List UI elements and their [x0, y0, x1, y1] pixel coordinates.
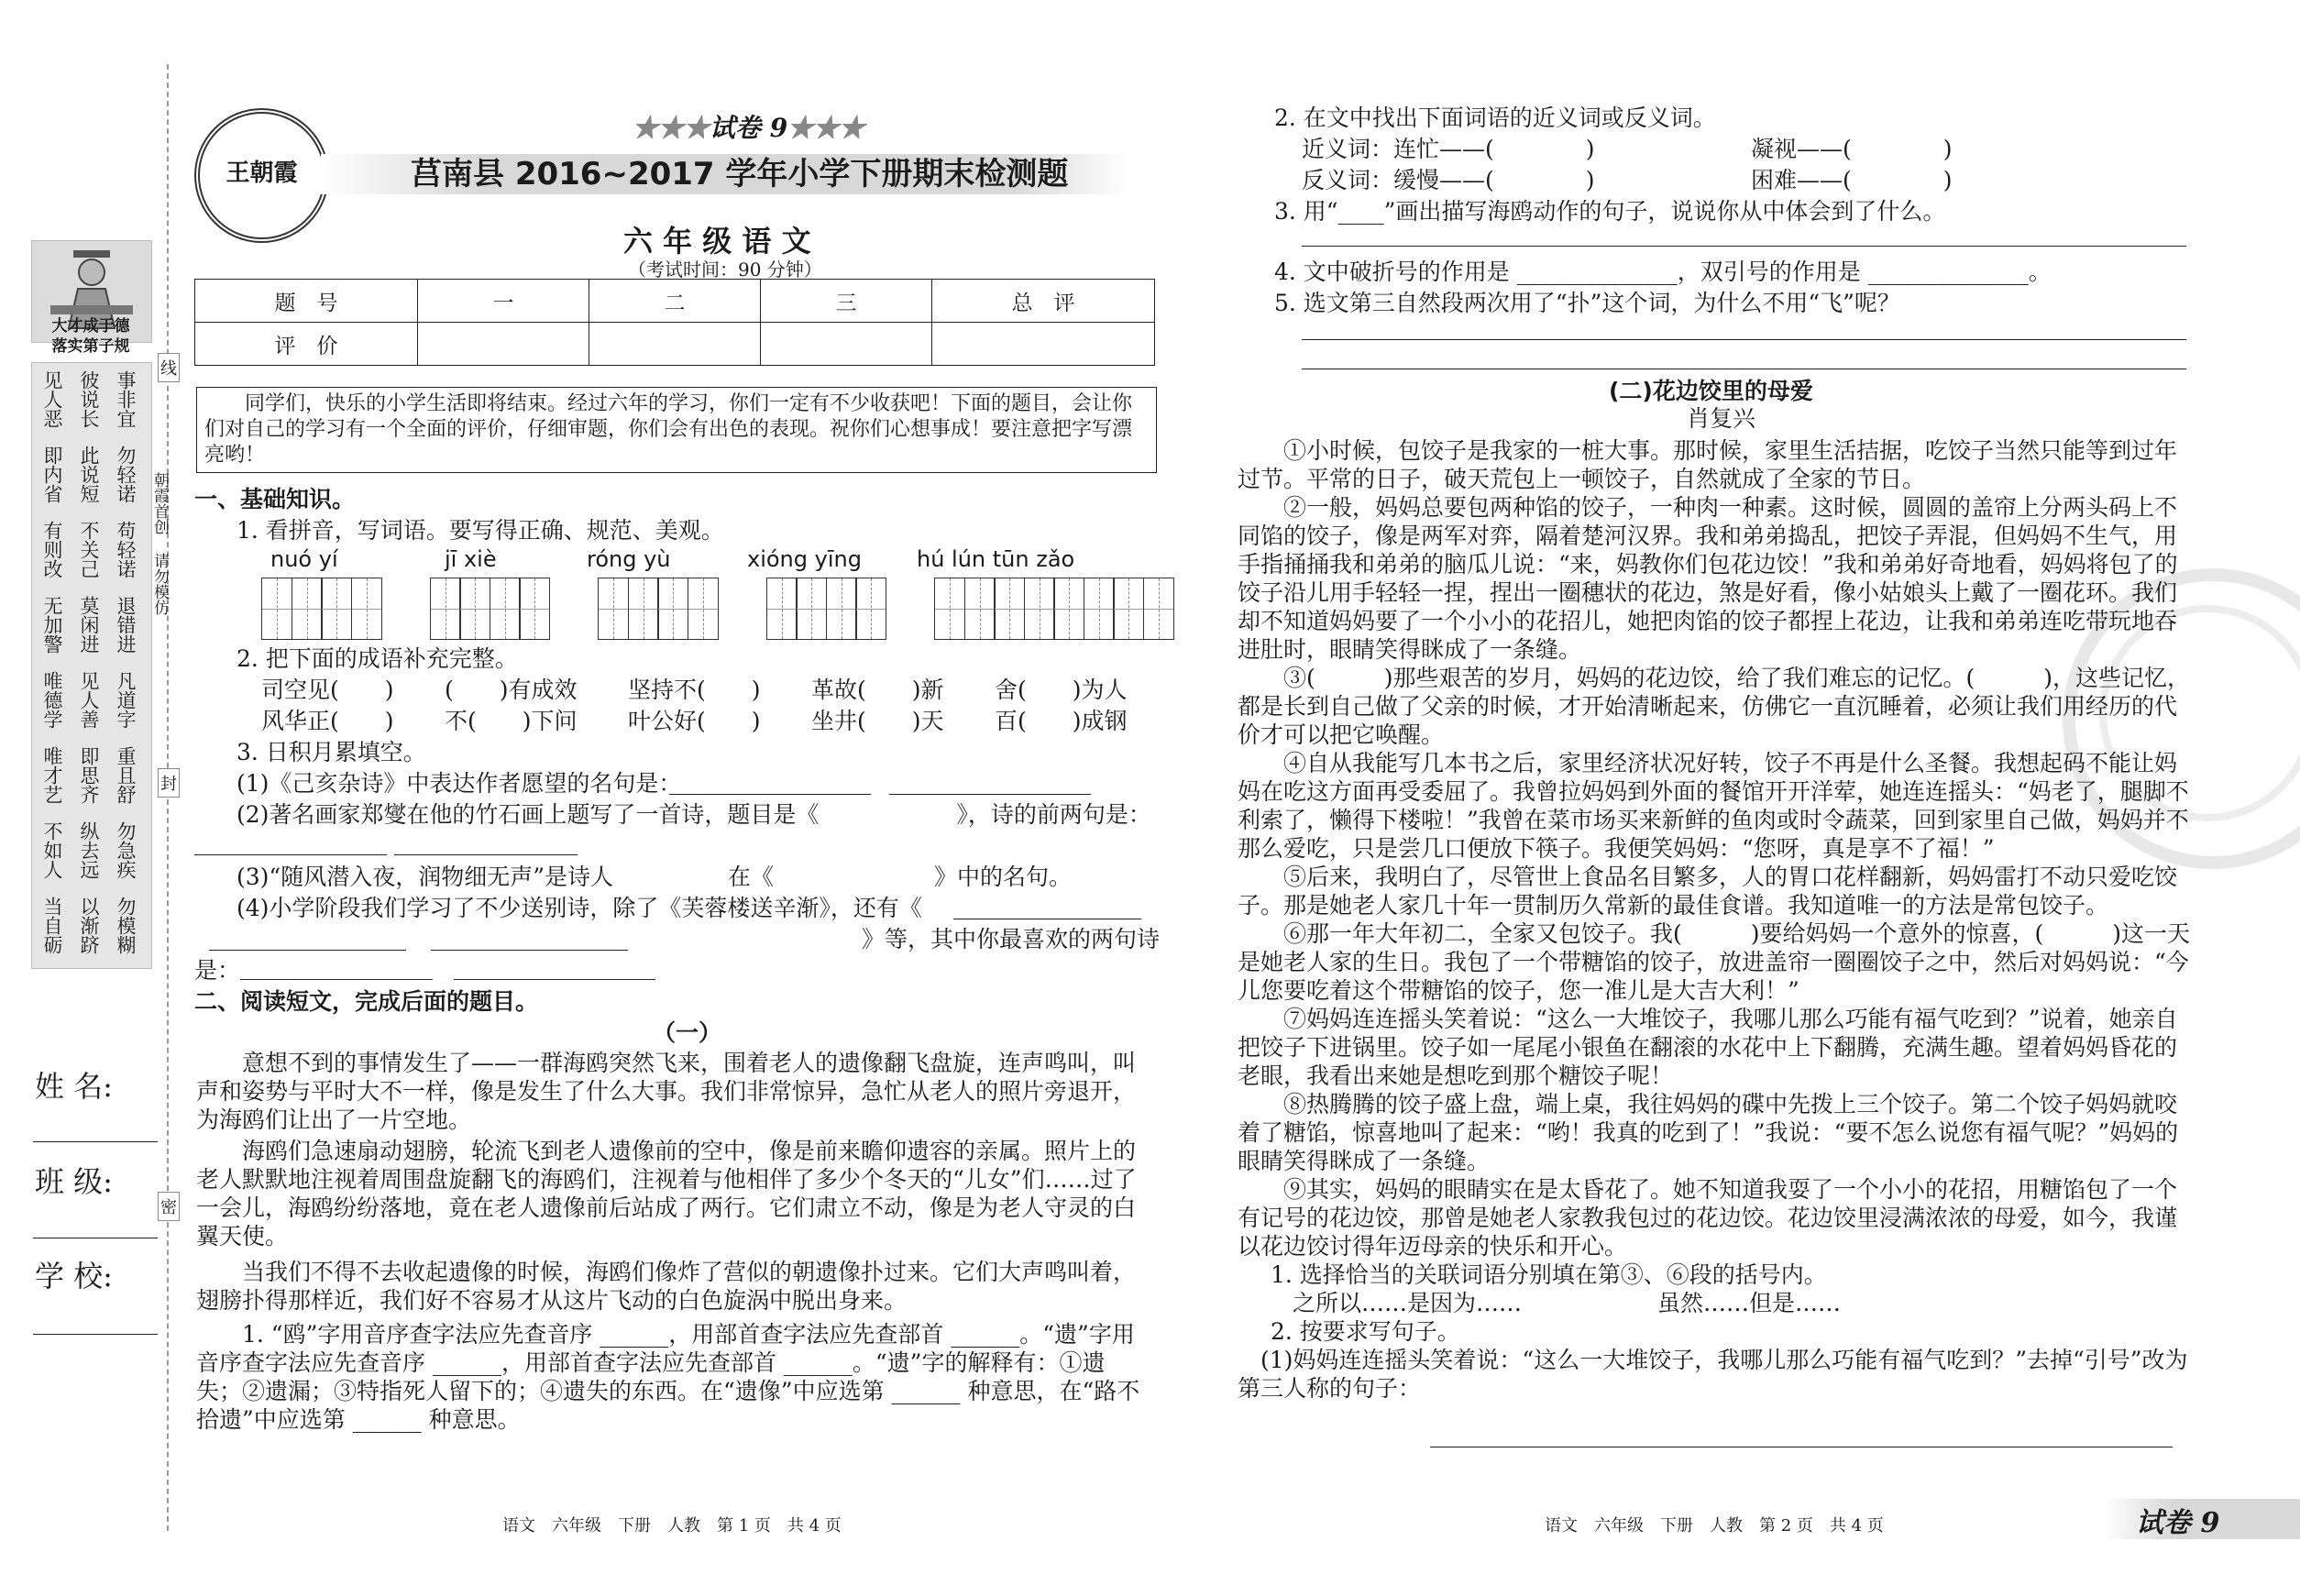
- q3-2-blank-a[interactable]: [194, 854, 387, 855]
- rule-text: 即思齐: [78, 746, 100, 804]
- q3-1: (1)《己亥杂诗》中表达作者愿望的名句是：: [237, 770, 682, 797]
- q3-4-blank-d[interactable]: [240, 979, 433, 980]
- rule-text: 即内省: [41, 446, 63, 503]
- reading1-title: （一）: [653, 1019, 722, 1046]
- r-q3: 3. 用“____”画出描写海鸥动作的句子，说说你从中体会到了什么。: [1274, 198, 1946, 225]
- rule-text: 勿轻诺: [115, 446, 137, 503]
- cut-mark-1: 线: [158, 353, 180, 382]
- pinyin-5: hú lún tūn zǎo: [917, 546, 1075, 572]
- idiom-7[interactable]: 不( )下问: [445, 708, 578, 734]
- q3-text: 3. 日积月累填空。: [237, 739, 426, 765]
- idiom-6[interactable]: 风华正( ): [261, 708, 394, 734]
- rule-text: 苟轻诺: [115, 521, 137, 578]
- rule-text: 唯德学: [41, 671, 63, 729]
- rule-text: 事非宜: [115, 370, 137, 428]
- intro-box: [196, 387, 1157, 473]
- q3-1-blank-b[interactable]: [889, 794, 1091, 795]
- reading1-para3: 当我们不得不去收起遗像的时候，海鸥们像炸了营似的朝遗像扑过来。它们大声鸣叫着，翅膀扑得那样近，我们好不容易才从这片飞动的白色旋涡中脱出身来。: [196, 1259, 1137, 1314]
- r2-para-2: ②一般，妈妈总要包两种馅的饺子，一种肉一种素。这时候，圆圆的盖帘上分两头码上不同馅的饺子，像是两军对弈，隔着楚河汉界。我和弟弟捣乱，把饺子弄混，但妈妈不生气，用手指捅捅我和弟弟的脑瓜儿说：“来，妈教你们包花边饺！”我和弟弟好奇地看，妈妈将包了的饺子沿儿用手轻轻一捏，捏出一圈穗状的花边，煞是好看，像小姑娘头上戴了一圈花环。我们却不知道妈妈要了一个小小的花招儿，她把肉馅的饺子都捏上花边，让我和弟弟连吃带玩地吞进肚时，眼睛笑得眯成了一条缝。: [1238, 494, 2178, 663]
- rule-text: 勿急疾: [115, 821, 137, 879]
- grid-word-1[interactable]: [261, 578, 382, 640]
- idiom-2[interactable]: ( )有成效: [445, 677, 578, 703]
- idiom-10[interactable]: 百( )成钢: [995, 708, 1128, 734]
- rule-text: 不如人: [41, 821, 63, 879]
- score-table: [194, 279, 1155, 366]
- page-title: 莒南县 2016~2017 学年小学下册期末检测题: [411, 156, 1069, 193]
- reading2-title: (二)花边饺里的母爱: [1609, 378, 1813, 404]
- motto-line-2: 落实第子规: [51, 337, 130, 356]
- r2-q1: 1. 选择恰当的关联词语分别填在第③、⑥段的括号内。: [1271, 1261, 1827, 1288]
- footer-right: 语文 六年级 下册 人教 第 2 页 共 4 页: [1545, 1516, 1884, 1535]
- grid-word-5[interactable]: [934, 578, 1174, 640]
- subject-title: 六 年 级 语 文: [623, 224, 811, 259]
- grid-word-2[interactable]: [430, 578, 551, 640]
- rule-text: 唯才艺: [41, 746, 63, 804]
- r2-para-3: ③( )那些艰苦的岁月，妈妈的花边饺，给了我们难忘的记忆。( )，这些记忆，都是长到自己做了父亲的时候，才开始清晰起来，仿佛它一直沉睡着，必须让我们用经历的代价才可以把它唤醒。: [1238, 665, 2191, 748]
- rule-text: 凡道字: [115, 671, 137, 729]
- reading2-body: [1238, 436, 2195, 1403]
- rule-text: 有则改: [41, 521, 63, 578]
- r2-para-8: ⑧热腾腾的饺子盛上盘，端上桌，我往妈妈的碟中先拨上三个饺子。第二个饺子妈妈就咬着了糖馅，惊喜地叫了起来：“哟！我真的吃到了！”我说：“要不怎么说您有福气呢？”妈妈的眼睛笑得眯成了一条缝。: [1238, 1091, 2179, 1174]
- rule-text: 以渐跻: [78, 897, 100, 954]
- rule-text: 此说短: [78, 446, 100, 503]
- score-cell-1[interactable]: [418, 323, 589, 366]
- q3-4-blank-c[interactable]: [431, 950, 628, 951]
- cut-mark-2: 封: [158, 768, 180, 798]
- r2-q2: 2. 按要求写句子。: [1271, 1318, 1460, 1345]
- pinyin-2: jī xiè: [445, 546, 497, 572]
- reading1-para1: 意想不到的事情发生了——一群海鸥突然飞来，围着老人的遗像翻飞盘旋，连声鸣叫，叫声和姿势与平时大不一样，像是发生了什么大事。我们非常惊异，急忙从老人的照片旁退开，为海鸥们让出了一片空地。: [196, 1050, 1137, 1133]
- q3-4-blank-b[interactable]: [209, 950, 406, 951]
- school-label: 学 校:: [35, 1259, 113, 1293]
- intro-text: 同学们，快乐的小学生活即将结束。经过六年的学习，你们一定有不少收获吧！下面的题目，会让你们对自己的学习有一个全面的评价，仔细审题，你们会有出色的表现。祝你们心想事成！要注意把字写漂亮哟！: [204, 392, 1133, 467]
- r2-q2-1: (1)妈妈连连摇头笑着说：“这么一大堆饺子，我哪儿那么巧能有福气吃到？”去掉“引号”改为第三人称的句子：: [1238, 1347, 2188, 1402]
- exam-time: （考试时间：90 分钟）: [628, 259, 822, 281]
- r2-para-7: ⑦妈妈连连摇头笑着说：“这么一大堆饺子，我哪儿那么巧能有福气吃到？”说着，她亲自把饺子下进锅里。饺子如一尾尾小银鱼在翻滚的水花中上下翻腾，充满生趣。望着妈妈昏花的老眼，我看出来她是想吃到那个糖饺子呢！: [1238, 1006, 2178, 1089]
- paper-number-text: 试卷 9: [710, 113, 788, 143]
- grid-word-4[interactable]: [766, 578, 887, 640]
- name-label: 姓 名:: [35, 1069, 113, 1104]
- rule-text: 不关己: [78, 521, 100, 578]
- score-head-2: 二: [589, 280, 761, 323]
- q3-4: (4)小学阶段我们学习了不少送别诗，除了《芙蓉楼送辛渐》，还有《: [237, 895, 922, 921]
- rule-text: 重且舒: [115, 746, 137, 804]
- score-cell-2[interactable]: [589, 323, 761, 366]
- name-field[interactable]: [33, 1141, 158, 1142]
- part2-heading: 二、阅读短文，完成后面的题目。: [194, 988, 539, 1015]
- motto-line-1: 大才成于德: [51, 317, 130, 336]
- idiom-5[interactable]: 舍( )为人: [995, 677, 1128, 703]
- r-q4: 4. 文中破折号的作用是 ______________，双引号的作用是 ______________。: [1274, 259, 2052, 285]
- rule-text: 无加警: [41, 596, 63, 654]
- cut-line: [167, 64, 169, 1531]
- cut-mark-3: 密: [158, 1192, 180, 1221]
- score-head-1: 一: [418, 280, 589, 323]
- rule-text: 彼说长: [78, 370, 100, 428]
- r-q3-line-1[interactable]: [1302, 246, 2186, 247]
- r2-para-5: ⑤后来，我明白了，尽管世上食品名目繁多，人的胃口花样翻新，妈妈雷打不动只爱吃饺子。那是她老人家几十年一贯制历久常新的最佳食谱。我知道唯一的方法是常包饺子。: [1238, 864, 2178, 919]
- pinyin-3: róng yù: [587, 546, 671, 572]
- idiom-3[interactable]: 坚持不( ): [628, 677, 761, 703]
- reading1-para2: 海鸥们急速扇动翅膀，轮流飞到老人遗像前的空中，像是前来瞻仰遗容的亲属。照片上的老人默默地注视着周围盘旋翻飞的海鸥们，注视着与他相伴了多少个冬天的“儿女”们……过了一会儿，海鸥纷纷落地，竟在老人遗像前后站成了两行。它们肃立不动，像是为老人守灵的白翼天使。: [196, 1138, 1137, 1249]
- reading1-q1: 1. “鸥”字用音序查字法应先查音序 ______，用部首查字法应先查部首 ______。“遗”字用音序查字法应先查音序 ______，用部首查字法应先查部首 ______。“遗”字的解释有：①遗失；②遗漏；③特指死人留下的；④遗失的东西。在“遗像”中应选第 ______ 种意思，在“路不拾遗”中应选第 ______ 种意思。: [196, 1321, 1140, 1433]
- pinyin-4: xióng yīng: [747, 546, 862, 572]
- grid-word-3[interactable]: [598, 578, 719, 640]
- q3-4-answer-label: 是：: [194, 957, 241, 984]
- r-q2-d[interactable]: 困难——( ): [1751, 167, 1953, 193]
- rule-text: 退错进: [115, 596, 137, 654]
- r2-para-9: ⑨其实，妈妈的眼睛实在是太昏花了。她不知道我耍了一个小小的花招，用糖馅包了一个有记号的花边饺，那曾是她老人家教我包过的花边饺。花边饺里浸满浓浓的母爱，如今，我谨以花边饺讨得年迈母亲的快乐和开心。: [1238, 1176, 2178, 1260]
- q3-4-tail: 》等，其中你最喜欢的两句诗: [862, 926, 1161, 952]
- q3-4-blank-e[interactable]: [454, 979, 655, 980]
- pinyin-1: nuó yí: [270, 546, 338, 572]
- r2-q1-option-b: 虽然……但是……: [1656, 1290, 1841, 1316]
- r-q2: 2. 在文中找出下面词语的近义词或反义词。: [1274, 105, 1716, 131]
- rule-text: 见人善: [78, 671, 100, 729]
- q3-2-blank-b[interactable]: [394, 854, 578, 855]
- r-q2-c[interactable]: 反义词：缓慢——( ): [1302, 167, 1595, 193]
- r2-para-4: ④自从我能写几本书之后，家里经济状况好转，饺子不再是什么圣餐。我想起码不能让妈妈在吃这方面再受委屈了。我曾拉妈妈到外面的餐馆开开洋荤，她连连摇头：“妈老了，腿脚不利索了，懒得下楼啦！”我曾在菜市场买来新鲜的鱼肉或时令蔬菜，回到家里自己做，妈妈并不那么爱吃，只是尝几口便放下筷子。我便笑妈妈：“您呀，真是享不了福！”: [1238, 750, 2189, 862]
- r-q5: 5. 选文第三自然段两次用了“扑”这个词，为什么不用“飞”呢？: [1274, 290, 1900, 316]
- r-q2-a[interactable]: 近义词：连忙——( ): [1302, 136, 1595, 162]
- rule-text: 见人恶: [41, 370, 63, 428]
- idiom-9[interactable]: 坐井( )天: [811, 708, 944, 734]
- idiom-8[interactable]: 叶公好( ): [628, 708, 761, 734]
- school-field[interactable]: [33, 1334, 158, 1335]
- q1-text: 1. 看拼音，写词语。要写得正确、规范、美观。: [237, 517, 724, 544]
- r2-para-1: ①小时候，包饺子是我家的一桩大事。那时候，家里生活拮据，吃饺子当然只能等到过年过节。平常的日子，破天荒包上一顿饺子，自然就成了全家的节日。: [1238, 437, 2178, 492]
- logo-text: 王朝霞: [226, 160, 298, 187]
- q2-text: 2. 把下面的成语补充完整。: [237, 645, 518, 672]
- footer-left: 语文 六年级 下册 人教 第 1 页 共 4 页: [502, 1516, 842, 1535]
- logo: [194, 108, 329, 243]
- class-label: 班 级:: [35, 1164, 113, 1199]
- rule-text: 莫闲进: [78, 596, 100, 654]
- rule-text: 勿模糊: [115, 897, 137, 954]
- q3-1-blank-a[interactable]: [669, 794, 871, 795]
- paper-badge-text: 试卷 9: [2136, 1507, 2220, 1539]
- paper-number: ★★★试卷 9★★★: [633, 113, 865, 143]
- q3-3: (3)“随风潜入夜，润物细无声”是诗人 在《 》中的名句。: [237, 864, 1072, 890]
- score-cell-3[interactable]: [761, 323, 932, 366]
- seal-note: 朝霞首创 请勿模仿: [150, 472, 169, 615]
- score-cell-total[interactable]: [932, 323, 1155, 366]
- score-head-4: 总 评: [932, 280, 1155, 323]
- r-q5-line-1[interactable]: [1302, 339, 2186, 340]
- rule-text: 纵去远: [78, 821, 100, 879]
- r2-para-6: ⑥那一年大年初二，全家又包饺子。我( )要给妈妈一个意外的惊喜，( )这一天是她老人家的生日。我包了一个带糖馅的饺子，放进盖帘一圈圈饺子之中，然后对妈妈说：“今儿您要吃着这个带糖馅的饺子，您一准儿是大吉大利！”: [1238, 920, 2191, 1004]
- score-row-label: 评 价: [195, 323, 418, 366]
- idiom-4[interactable]: 革故( )新: [811, 677, 944, 703]
- score-head-3: 三: [761, 280, 932, 323]
- reading2-author: 肖复兴: [1687, 405, 1756, 432]
- sidebar: [0, 0, 174, 1596]
- sidebar-rules: [31, 362, 152, 969]
- q3-2: (2)著名画家郑燮在他的竹石画上题写了一首诗，题目是《 》，诗的前两句是：: [237, 801, 1151, 828]
- rule-text: 当自砺: [41, 897, 63, 954]
- writing-grids: [261, 578, 1174, 640]
- r2-q1-option-a: 之所以……是因为……: [1293, 1290, 1523, 1316]
- score-head-0: 题 号: [195, 280, 418, 323]
- part1-heading: 一、基础知识。: [194, 486, 356, 512]
- idiom-1[interactable]: 司空见( ): [261, 677, 394, 703]
- r-q2-b[interactable]: 凝视——( ): [1751, 136, 1953, 162]
